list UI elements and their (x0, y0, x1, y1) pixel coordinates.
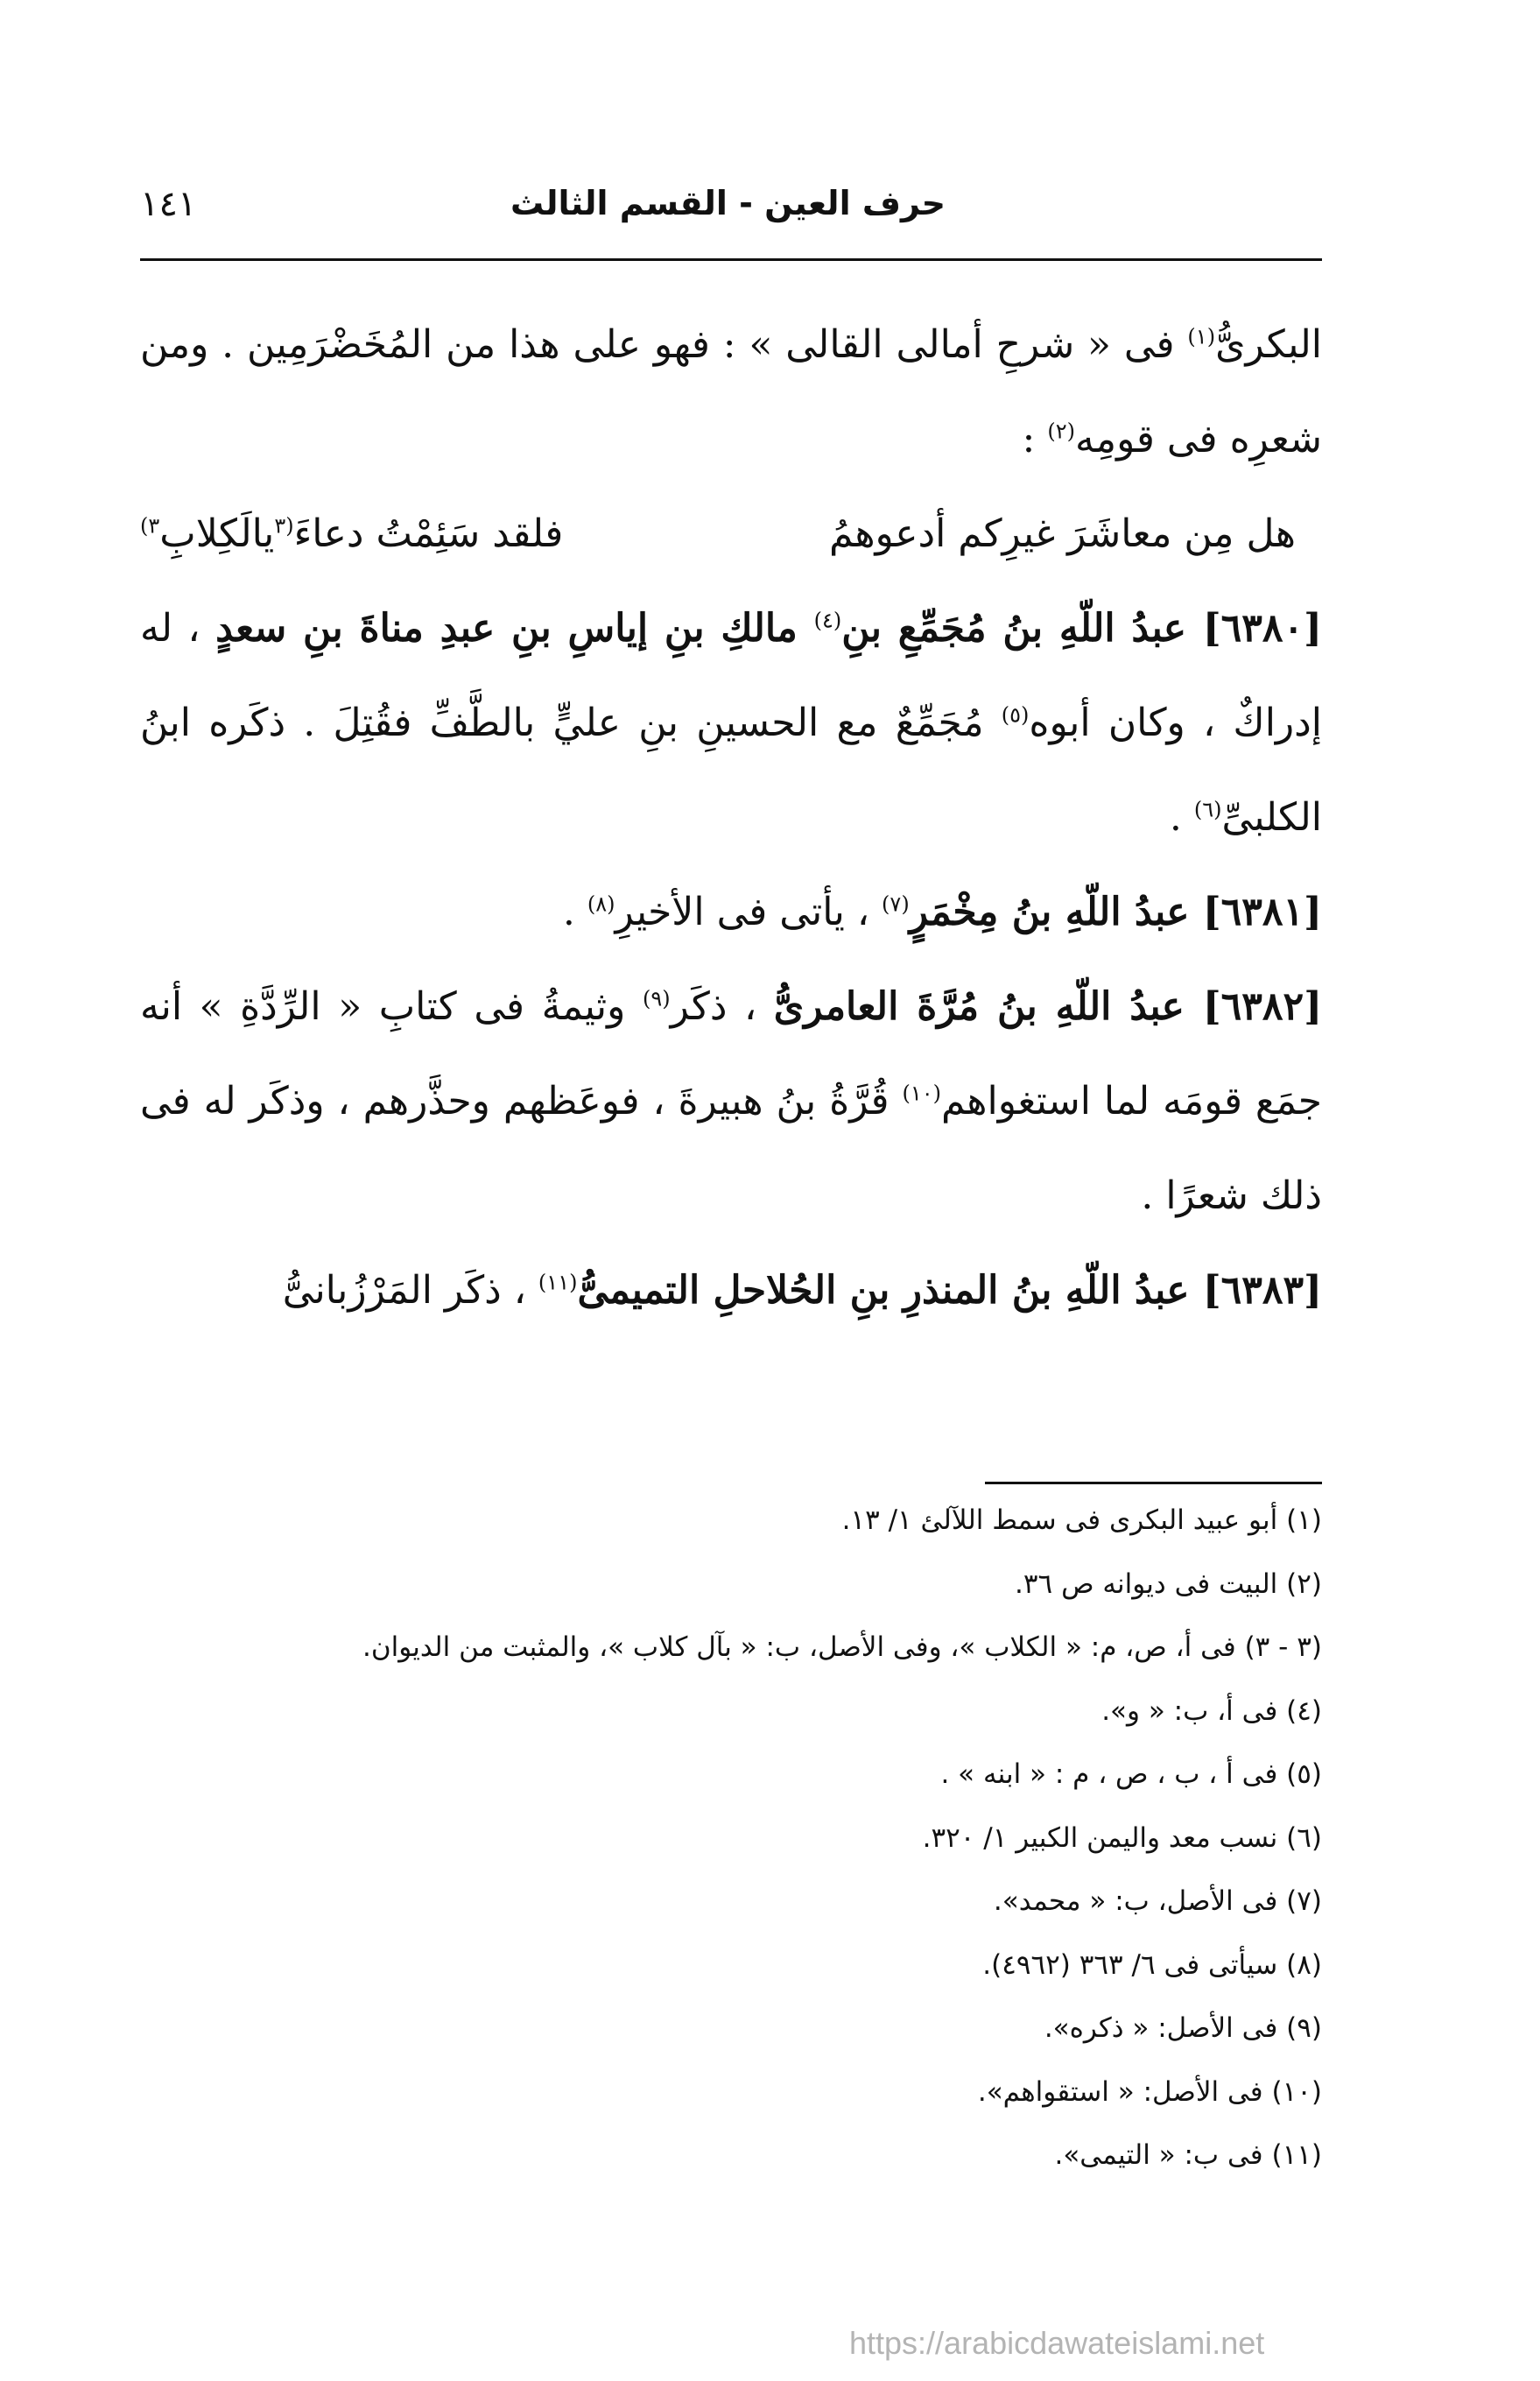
entry-name: عبدُ اللّهِ بنُ مُجَمِّعِ بنِ (841, 606, 1203, 651)
text: : (1022, 417, 1048, 461)
text: البكرىُّ (1215, 322, 1322, 367)
entry-number: [٦٣٨٢] (1202, 984, 1323, 1029)
footnote: (١١) فى ب: « التيمى». (1054, 2139, 1322, 2171)
main-text (140, 298, 1322, 1338)
footnote-ref: (٣ (274, 513, 294, 539)
footnote: (٢) البيت فى ديوانه ص ٣٦. (1015, 1567, 1322, 1600)
footnote-ref: (١) (1187, 324, 1216, 349)
text: ، ذكَر المَرْزُبانىُّ (282, 1268, 538, 1313)
footnote-ref: (٩) (642, 986, 671, 1011)
page-header (140, 184, 1322, 245)
entry-name: عبدُ اللّهِ بنُ مُرَّةَ العامرىُّ (773, 984, 1203, 1029)
watermark-url: https://arabicdawateislami.net (849, 2325, 1265, 2361)
footnote-ref: (٧) (882, 891, 910, 917)
page-number: ١٤١ (140, 184, 197, 224)
footnote: (٧) فى الأصل، ب: « محمد». (993, 1885, 1322, 1917)
text: فلقد سَئِمْتُ دعاءَ (293, 511, 564, 556)
entry-number: [٦٣٨٠] (1202, 606, 1322, 651)
running-title: حرف العين - القسم الثالث (510, 184, 946, 222)
footnote: (١) أبو عبيد البكرى فى سمط اللآلئ ١/ ١٣. (841, 1504, 1322, 1536)
footnote-ref: (٥) (1001, 702, 1030, 728)
poem-verse (140, 487, 1322, 581)
footnote-ref: (٢) (1047, 419, 1075, 444)
entry-name: عبدُ اللّهِ بنُ المنذرِ بنِ الحُلاحلِ التميمىُّ (577, 1268, 1203, 1313)
entry-6380 (140, 581, 1322, 865)
entry-6382 (140, 960, 1322, 1243)
footnote: (٥) فى أ ، ب ، ص ، م : « ابنه » . (940, 1758, 1322, 1790)
footnote: (٨) سيأتى فى ٦/ ٣٦٣ (٤٩٦٢). (982, 1948, 1322, 1981)
text: قُرَّةُ بنُ هبيرةَ ، فوعَظهم وحذَّرهم ، وذكَر له فى ذلك شعرًا . (140, 1079, 1322, 1218)
entry-6381 (140, 865, 1322, 960)
entry-name: مالكِ بنِ إياسِ بنِ عبدِ مناةَ بنِ سعدٍ (215, 606, 814, 651)
footnote-ref: (١٠) (902, 1081, 941, 1106)
footnotes (140, 1489, 1322, 2187)
footnote: (٦) نسب معد واليمن الكبير ١/ ٣٢٠. (922, 1821, 1322, 1854)
footnote: (٣ - ٣) فى أ، ص، م: « الكلاب »، وفى الأصل، ب: « بآل كلاب »، والمثبت من الديوان. (362, 1631, 1322, 1663)
header-rule (140, 258, 1322, 261)
footnote-rule (985, 1482, 1322, 1484)
footnote-ref: (٨) (587, 891, 615, 917)
text: ، له إدراكٌ ، وكان أبوه (140, 606, 1322, 745)
text: وثيمةُ فى كتابِ « الرِّدَّةِ » أنه جمَع قومَه لما استغواهم (140, 984, 1322, 1124)
entry-6383 (140, 1243, 1322, 1338)
text: ، ذكَر (670, 984, 774, 1029)
entry-number: [٦٣٨٣] (1202, 1268, 1322, 1313)
verse-second-hemistich (140, 487, 563, 581)
footnote: (٤) فى أ، ب: « و». (1101, 1694, 1322, 1727)
footnote-ref: (٤) (813, 608, 842, 633)
entry-number: [٦٣٨١] (1202, 890, 1322, 934)
text: ، يأتى فى الأخيرِ (615, 890, 883, 934)
footnote-ref: (٦) (1193, 797, 1222, 822)
entry-name: عبدُ اللّهِ بنُ مِخْمَرٍ (909, 890, 1203, 934)
footnote: (١٠) فى الأصل: « استقواهم». (977, 2075, 1322, 2108)
verse-first-hemistich: هل مِن معاشَرَ غيرِكم أدعوهمُ (829, 511, 1296, 556)
text: . (1169, 795, 1194, 840)
text: يالَكِلابِ (159, 511, 275, 556)
text: . (562, 890, 587, 934)
footnote-ref: ٣) (140, 513, 160, 539)
opening-paragraph (140, 298, 1322, 487)
text: مُجَمِّعٌ مع الحسينِ بنِ عليٍّ بالطَّفِّ فقُتِلَ . ذكَره ابنُ الكلبىِّ (140, 701, 1322, 840)
footnote-ref: (١١) (538, 1270, 578, 1295)
footnote: (٩) فى الأصل: « ذكره». (1044, 2012, 1322, 2044)
text: فى « شرحِ أمالى القالى » : فهو على هذا من المُخَضْرَمِين . ومن شعرِه فى قومِه (140, 322, 1322, 461)
